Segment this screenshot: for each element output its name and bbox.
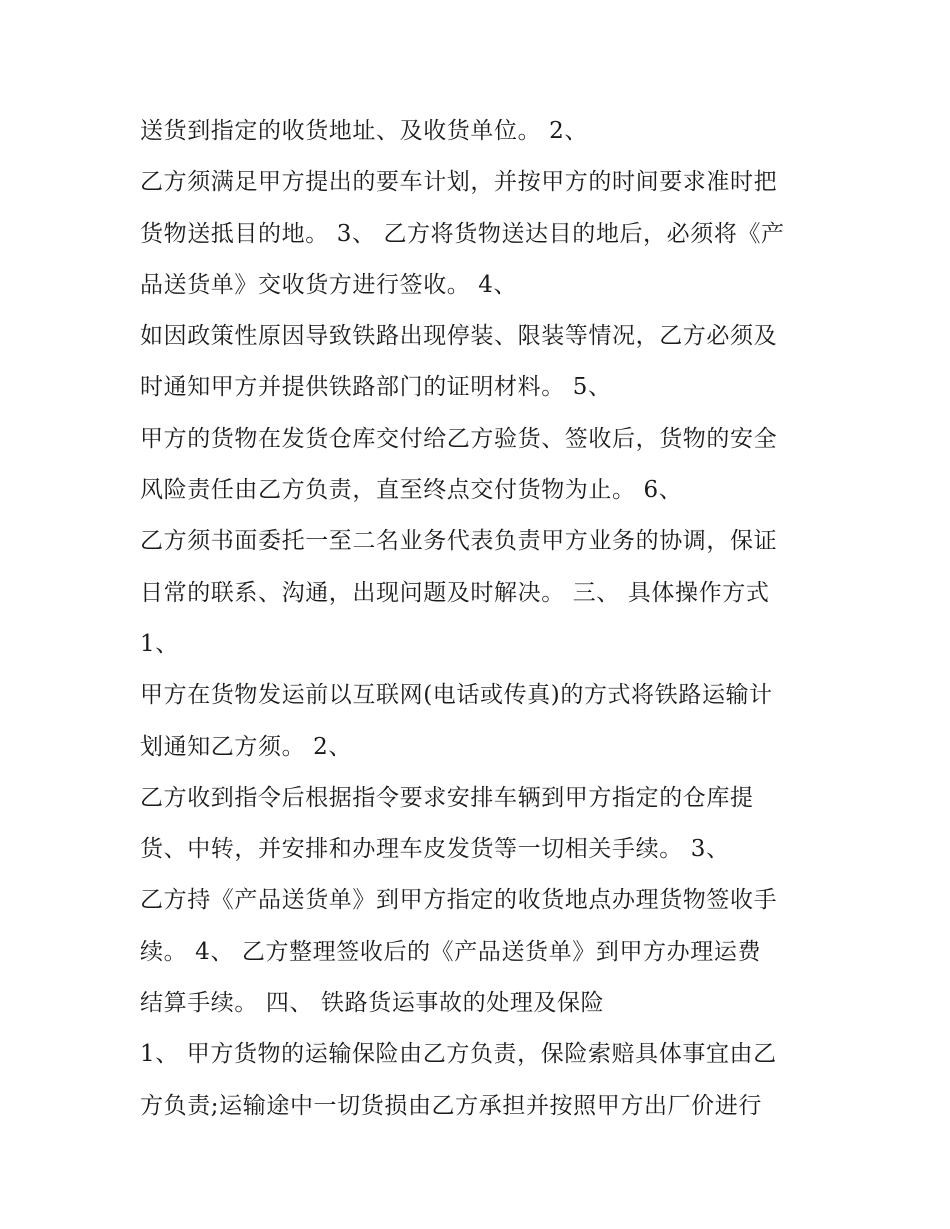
- text-line: 乙方收到指令后根据指令要求安排车辆到甲方指定的仓库提: [140, 784, 754, 811]
- text-line: 日常的联系、沟通，出现问题及时解决。 三、 具体操作方式: [140, 579, 770, 606]
- text-line: 1、 甲方货物的运输保险由乙方负责，保险索赔具体事宜由乙: [140, 1041, 777, 1068]
- text-line: 乙方持《产品送货单》到甲方指定的收货地点办理货物签收手: [140, 887, 778, 914]
- text-line: 甲方在货物发运前以互联网(电话或传真)的方式将铁路运输计: [140, 682, 773, 709]
- text-line: 时通知甲方并提供铁路部门的证明材料。 5、: [140, 374, 612, 401]
- text-line: 划通知乙方须。 2、: [140, 733, 352, 760]
- text-line: 乙方须满足甲方提出的要车计划，并按甲方的时间要求准时把: [140, 169, 778, 196]
- text-line: 风险责任由乙方负责，直至终点交付货物为止。 6、: [140, 477, 683, 504]
- text-line: 方负责;运输途中一切货损由乙方承担并按照甲方出厂价进行: [140, 1092, 762, 1119]
- document-body: [140, 106, 820, 1132]
- text-line: 结算手续。 四、 铁路货运事故的处理及保险: [140, 990, 605, 1017]
- text-line: 乙方须书面委托一至二名业务代表负责甲方业务的协调，保证: [140, 528, 778, 555]
- text-line: 货物送抵目的地。 3、 乙方将货物送达目的地后，必须将《产: [140, 220, 785, 247]
- text-line: 如因政策性原因导致铁路出现停装、限装等情况，乙方必须及: [140, 323, 778, 350]
- text-line: 货、中转，并安排和办理车皮发货等一切相关手续。 3、: [140, 836, 730, 863]
- text-line: 送货到指定的收货地址、及收货单位。 2、: [140, 118, 588, 144]
- text-line: 1、: [140, 630, 179, 657]
- text-line: 品送货单》交收货方进行签收。 4、: [140, 271, 518, 298]
- text-line: 续。 4、 乙方整理签收后的《产品送货单》到甲方办理运费: [140, 938, 762, 965]
- text-line: 甲方的货物在发货仓库交付给乙方验货、签收后，货物的安全: [140, 425, 778, 452]
